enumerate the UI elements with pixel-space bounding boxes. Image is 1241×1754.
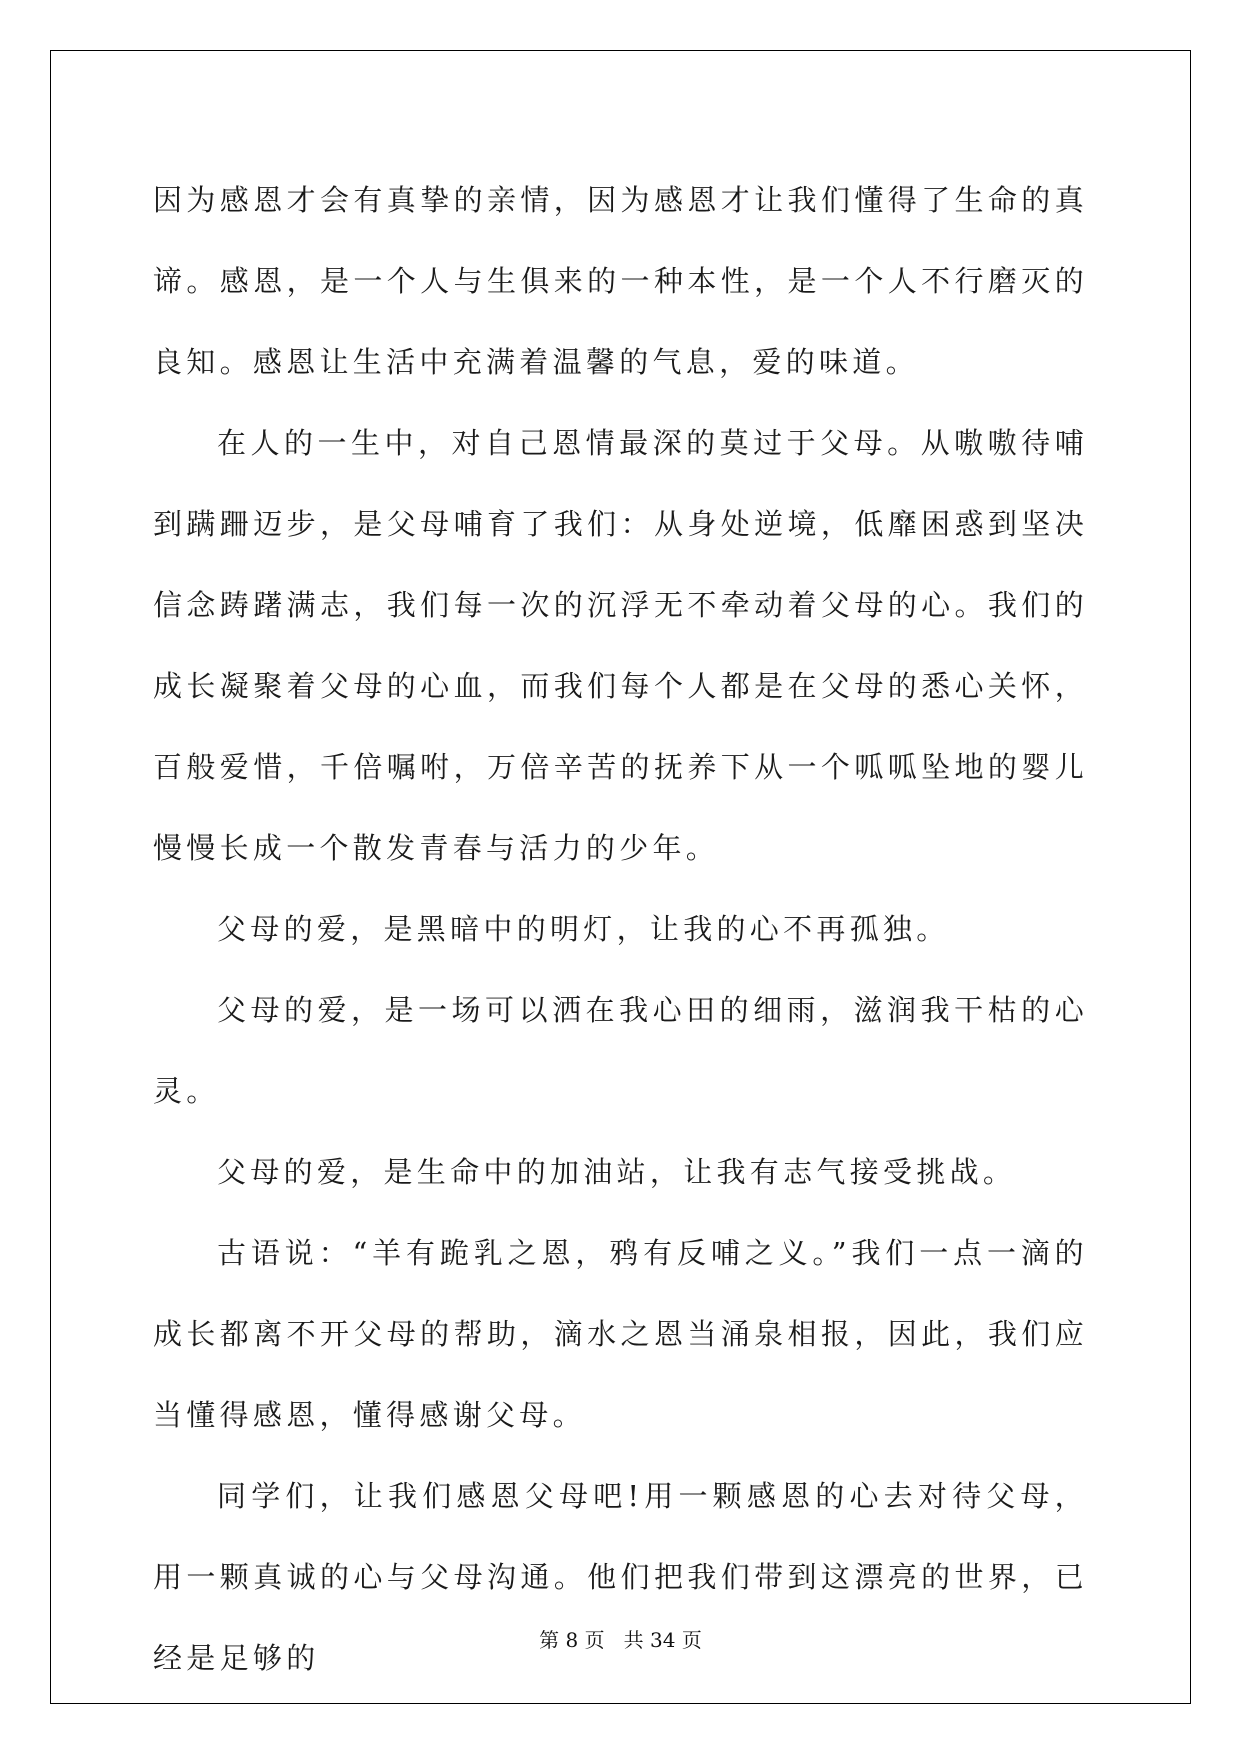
paragraph-2: 在人的一生中，对自己恩情最深的莫过于父母。从嗷嗷待哺到蹒跚迈步，是父母哺育了我们：从身处逆境，低靡困惑到坚决信念踌躇满志，我们每一次的沉浮无不牵动着父母的心。我们的成长凝聚着父母的心血，而我们每个人都是在父母的悉心关怀，百般爱惜，千倍嘱咐，万倍辛苦的抚养下从一个呱呱坠地的婴儿慢慢长成一个散发青春与活力的少年。 [153,426,1088,865]
paragraph-3: 父母的爱，是黑暗中的明灯，让我的心不再孤独。 [217,912,950,946]
total-pages: 共 34 页 [623,1628,702,1652]
paragraph-1: 因为感恩才会有真挚的亲情，因为感恩才让我们懂得了生命的真谛。感恩，是一个人与生俱来的一种本性，是一个人不行磨灭的良知。感恩让生活中充满着温馨的气息，爱的味道。 [153,183,1088,379]
document-body [153,160,1088,1699]
page-footer [0,1624,1241,1653]
paragraph-6: 古语说：“羊有跪乳之恩，鸦有反哺之义。”我们一点一滴的成长都离不开父母的帮助，滴水之恩当涌泉相报，因此，我们应当懂得感恩，懂得感谢父母。 [153,1236,1088,1432]
page-number: 第 8 页 [539,1628,605,1652]
paragraph-7: 同学们，让我们感恩父母吧!用一颗感恩的心去对待父母，用一颗真诚的心与父母沟通。他们把我们带到这漂亮的世界，已经是足够的 [153,1479,1088,1675]
paragraph-5: 父母的爱，是生命中的加油站，让我有志气接受挑战。 [217,1155,1017,1189]
paragraph-4: 父母的爱，是一场可以洒在我心田的细雨，滋润我干枯的心灵。 [153,993,1088,1108]
